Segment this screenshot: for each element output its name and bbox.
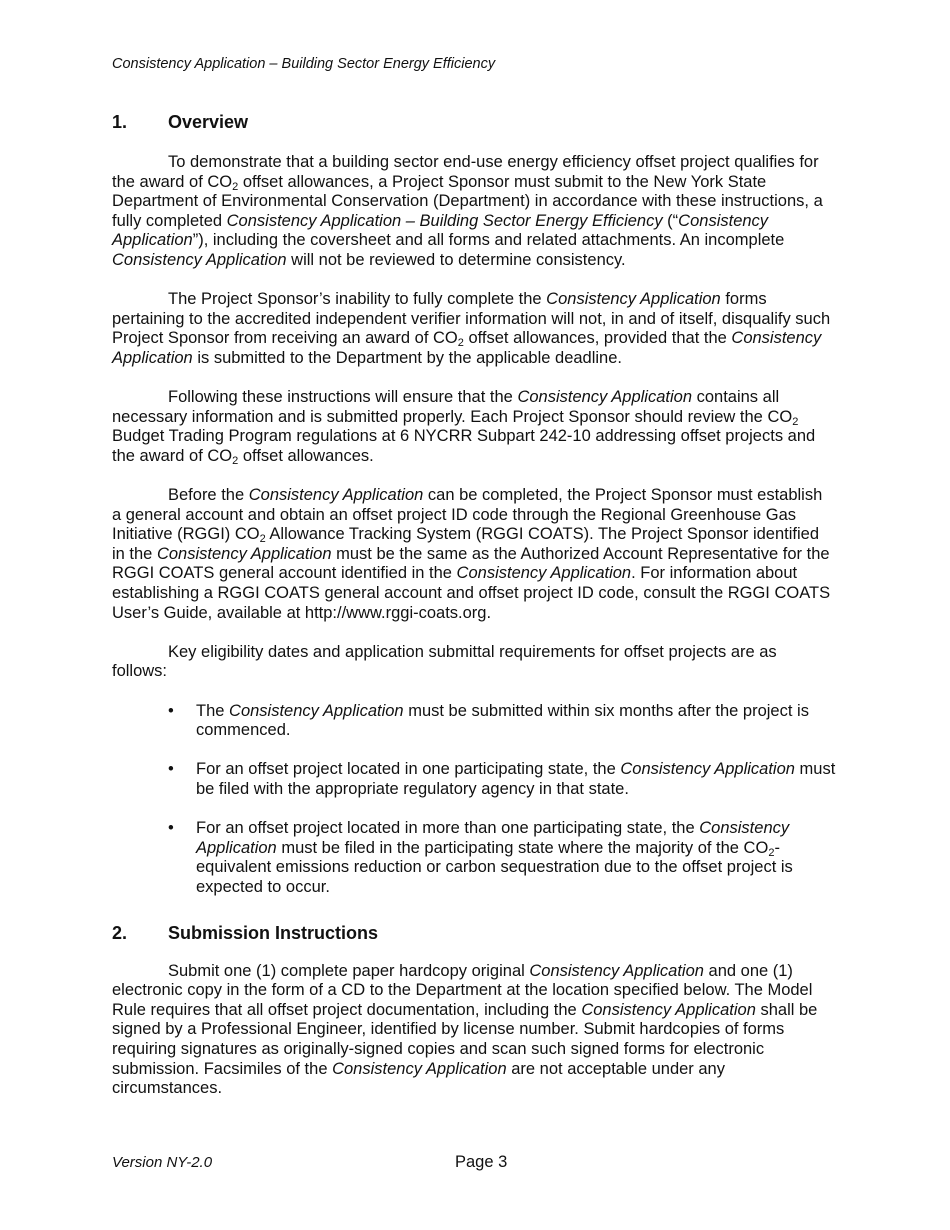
bullet-icon: •: [168, 819, 174, 838]
section-title: Overview: [168, 112, 249, 132]
list-item: • For an offset project located in more than one participating state, the Consistency Application must be filed in the participating state where the majority of the $CO_2$-equivalent emissions reduction or carbon sequestration due to the offset project is expected to occur.: [168, 819, 793, 896]
paragraph: Before the Consistency Application can be completed, the Project Sponsor must establish a general account and obtain an offset project ID code through the Regional Greenhouse Gas Initiative (RGGI) $CO_2$ Allowance Tracking System (RGGI COATS). The Project Sponsor identified in the Consistency Application must be the same as the Authorized Account Representative for the RGGI COATS general account identified in the Consistency Application. For information about establishing a RGGI COATS general account and offset project ID code, consult the RGGI COATS User’s Guide, available at http://www.rggi-coats.org.: [112, 486, 831, 622]
paragraph: Key eligibility dates and application submittal requirements for offset projects are as follows:: [112, 642, 777, 681]
version-label: Version NY-2.0: [112, 1154, 213, 1171]
list-item: • The Consistency Application must be submitted within six months after the project is commenced.: [168, 701, 809, 740]
list-item: • For an offset project located in one participating state, the Consistency Application must be filed with the appropriate regulatory agency in that state.: [168, 760, 836, 798]
eligibility-list: [112, 702, 836, 898]
page-content: [112, 111, 836, 1099]
section-2-heading: [112, 922, 836, 944]
page-number: Page 3: [455, 1153, 508, 1171]
paragraph: Submit one (1) complete paper hardcopy original Consistency Application and one (1) electronic copy in the form of a CD to the Department at the location specified below. The Model Rule requires that all offset project documentation, including the Consistency Application shall be signed by a Professional Engineer, identified by license number. Submit hardcopies of forms requiring signatures as originally-signed copies and scan such signed forms for electronic submission. Facsimiles of the Consistency Application are not acceptable under any circumstances.: [112, 961, 818, 1098]
bullet-icon: •: [168, 760, 174, 779]
running-header: Consistency Application – Building Sector Energy Efficiency: [112, 56, 496, 72]
paragraph: Following these instructions will ensure that the Consistency Application contains all necessary information and is submitted properly. Each Project Sponsor should review the $CO_2$ Budget Trading Program regulations at 6 NYCRR Subpart 242-10 addressing offset projects and the award of $CO_2$ offset allowances.: [112, 388, 816, 467]
section-title: Submission Instructions: [168, 922, 379, 943]
bullet-icon: •: [168, 701, 174, 720]
section-number: 2.: [112, 922, 128, 943]
section-number: 1.: [112, 112, 128, 132]
paragraph: The Project Sponsor’s inability to fully complete the Consistency Application forms pertaining to the accredited independent verifier information will not, in and of itself, disqualify such Project Sponsor from receiving an award of $CO_2$ offset allowances, provided that the Consistency Application is submitted to the Department by the applicable deadline.: [112, 290, 831, 367]
section-1-heading: [112, 111, 836, 133]
paragraph: To demonstrate that a building sector end-use energy efficiency offset project qualifies for the award of $CO_2$ offset allowances, a Project Sponsor must submit to the New York State Department of Environmental Conservation (Department) in accordance with these instructions, a fully completed Consistency Application – Building Sector Energy Efficiency (“Consistency Application”), including the coversheet and all forms and related attachments. An incomplete Consistency Application will not be reviewed to determine consistency.: [112, 153, 823, 269]
